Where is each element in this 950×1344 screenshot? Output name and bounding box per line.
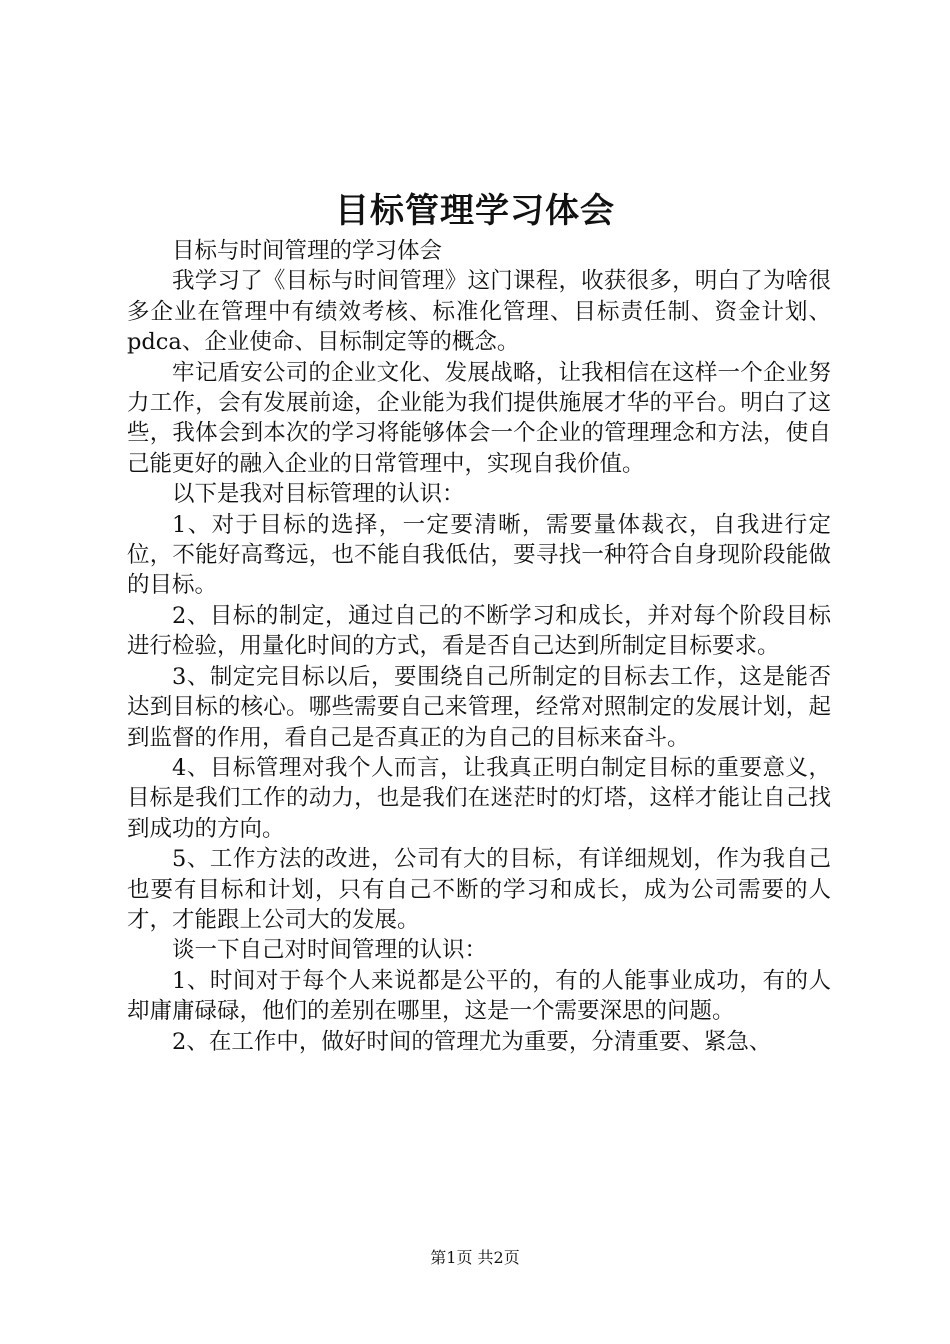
paragraph: 目标与时间管理的学习体会 (172, 238, 443, 264)
paragraph: 2、目标的制定，通过自己的不断学习和成长，并对每个阶段目标进行检验，用量化时间的方式，看是否自己达到所制定目标要求。 (127, 602, 831, 660)
paragraph: 3、制定完目标以后，要围绕自己所制定的目标去工作，这是能否达到目标的核心。哪些需要自己来管理，经常对照制定的发展计划，起到监督的作用，看自己是否真正的为自己的目标来奋斗。 (127, 663, 831, 751)
paragraph: 1、对于目标的选择，一定要清晰，需要量体裁衣，自我进行定位，不能好高骛远，也不能自我低估，要寻找一种符合自身现阶段能做的目标。 (127, 511, 831, 599)
page-footer: 第1页 共2页 (430, 1248, 520, 1267)
paragraph: 5、工作方法的改进，公司有大的目标，有详细规划，作为我自己也要有目标和计划，只有自己不断的学习和成长，成为公司需要的人才，才能跟上公司大的发展。 (127, 846, 831, 933)
paragraph: 1、时间对于每个人来说都是公平的，有的人能事业成功，有的人却庸庸碌碌，他们的差别在哪里，这是一个需要深思的问题。 (127, 967, 831, 1025)
paragraph: 2、在工作中，做好时间的管理尤为重要，分清重要、紧急、 (172, 1028, 772, 1055)
document-title: 目标管理学习体会 (335, 191, 615, 231)
paragraph: 我学习了《目标与时间管理》这门课程，收获很多，明白了为啥很多企业在管理中有绩效考核、标准化管理、目标责任制、资金计划、pdca、企业使命、目标制定等的概念。 (127, 268, 831, 356)
paragraph: 4、目标管理对我个人而言，让我真正明白制定目标的重要意义，目标是我们工作的动力，也是我们在迷茫时的灯塔，这样才能让自己找到成功的方向。 (127, 754, 831, 842)
paragraph: 以下是我对目标管理的认识： (172, 481, 465, 508)
document-body (127, 236, 831, 1057)
paragraph: 牢记盾安公司的企业文化、发展战略，让我相信在这样一个企业努力工作，会有发展前途，企业能为我们提供施展才华的平台。明白了这些，我体会到本次的学习将能够体会一个企业的管理理念和方法，使自己能更好的融入企业的日常管理中，实现自我价值。 (127, 359, 831, 477)
paragraph: 谈一下自己对时间管理的认识： (172, 937, 488, 964)
